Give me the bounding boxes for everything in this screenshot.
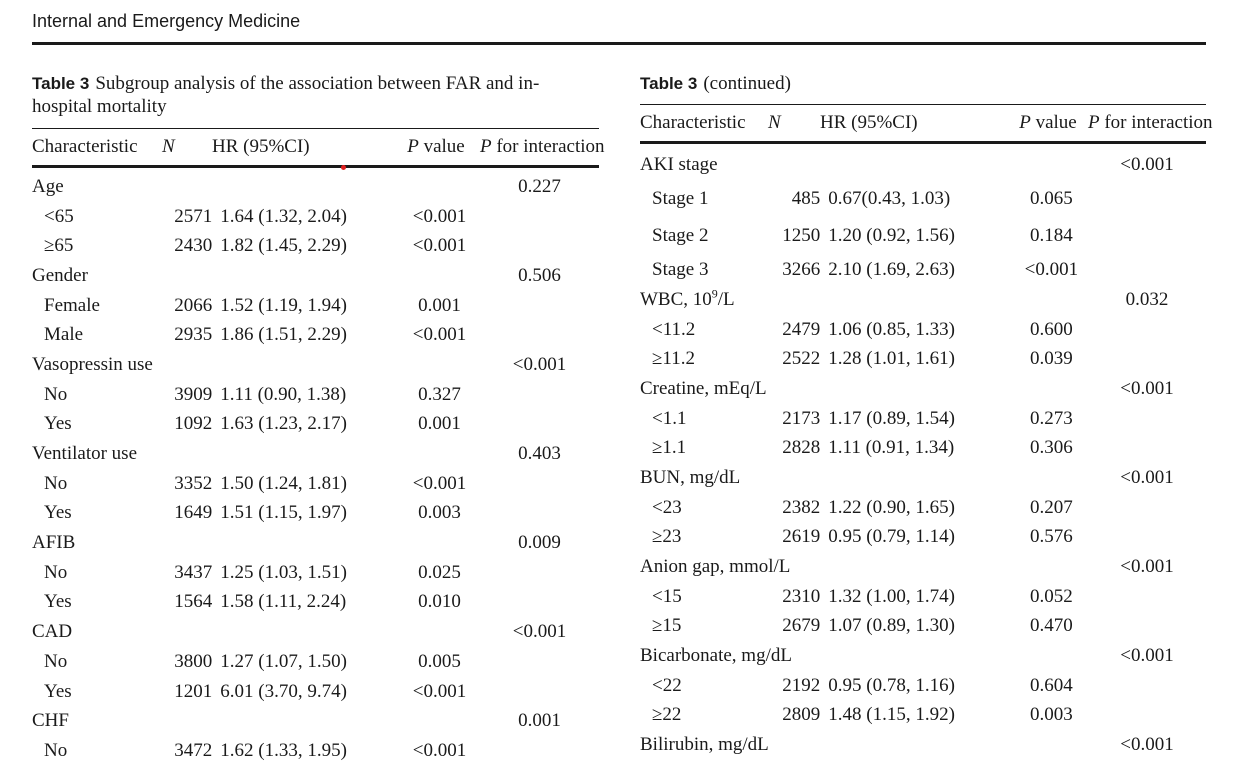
- cell-p-interaction: 0.009: [518, 532, 561, 554]
- cell-n: 2479: [782, 318, 821, 340]
- cell-characteristic: No: [44, 561, 68, 583]
- cell-characteristic: Gender: [32, 264, 88, 286]
- cell-hr: 0.67(0.43, 1.03): [828, 187, 951, 209]
- table-row: [32, 202, 599, 232]
- table-row: [32, 499, 599, 529]
- table-body: [640, 144, 1206, 760]
- cell-p-interaction: <0.001: [1120, 466, 1174, 488]
- cell-hr: 1.25 (1.03, 1.51): [220, 561, 347, 583]
- table-group-row: [640, 150, 1206, 180]
- cell-characteristic: Stage 1: [652, 187, 709, 209]
- cell-n: 2809: [782, 704, 821, 726]
- table-group-row: [32, 706, 599, 736]
- table-group-row: [32, 172, 599, 202]
- table-row: [640, 344, 1206, 374]
- header-rule: [32, 42, 1206, 45]
- cell-hr: 1.48 (1.15, 1.92): [828, 704, 955, 726]
- cell-characteristic: CHF: [32, 710, 69, 732]
- cell-hr: 1.51 (1.15, 1.97): [220, 502, 347, 524]
- cell-hr: 1.62 (1.33, 1.95): [220, 739, 347, 761]
- cell-characteristic: Creatine, mEq/L: [640, 377, 767, 399]
- cell-p-interaction: 0.506: [518, 264, 561, 286]
- cell-hr: 1.52 (1.19, 1.94): [220, 294, 347, 316]
- cell-n: 3909: [174, 383, 213, 405]
- cell-n: 2828: [782, 437, 821, 459]
- table-right: [640, 72, 1213, 760]
- cell-characteristic: ≥65: [44, 235, 74, 257]
- header-n: N: [768, 112, 781, 133]
- header-p-value: P value: [1019, 112, 1077, 133]
- cell-hr: 1.27 (1.07, 1.50): [220, 650, 347, 672]
- cell-hr: 1.06 (0.85, 1.33): [828, 318, 955, 340]
- cell-n: 1201: [174, 680, 213, 702]
- cell-p-interaction: 0.001: [518, 710, 561, 732]
- cell-p-interaction: <0.001: [512, 621, 567, 643]
- table-group-row: [640, 285, 1206, 315]
- header-hr: HR (95%CI): [820, 112, 918, 133]
- cell-hr: 0.95 (0.78, 1.16): [828, 674, 955, 696]
- cell-hr: 1.86 (1.51, 2.29): [220, 324, 347, 346]
- cell-characteristic: Bilirubin, mg/dL: [640, 734, 769, 756]
- cell-hr: 2.10 (1.69, 2.63): [828, 259, 955, 281]
- cell-p-interaction: 0.032: [1125, 288, 1169, 310]
- cell-characteristic: <11.2: [652, 318, 696, 340]
- table-row: [640, 255, 1206, 285]
- cell-p-value: <0.001: [412, 739, 467, 761]
- cell-p-value: 0.025: [418, 561, 461, 583]
- cell-p-value: <0.001: [412, 680, 467, 702]
- cell-hr: 1.07 (0.89, 1.30): [828, 615, 955, 637]
- cell-hr: 1.58 (1.11, 2.24): [220, 591, 347, 613]
- cell-characteristic: Age: [32, 175, 64, 197]
- cell-p-interaction: <0.001: [1120, 153, 1174, 175]
- cell-characteristic: Yes: [44, 591, 72, 613]
- cell-p-value: 0.470: [1030, 615, 1073, 637]
- table-row: [640, 582, 1206, 612]
- table-row: [640, 315, 1206, 345]
- cell-hr: 1.63 (1.23, 2.17): [220, 413, 347, 435]
- journal-name: Internal and Emergency Medicine: [32, 11, 301, 31]
- cell-hr: 1.64 (1.32, 2.04): [220, 205, 347, 227]
- cell-n: 2571: [174, 205, 213, 227]
- cell-characteristic: No: [44, 472, 68, 494]
- table-group-row: [32, 617, 599, 647]
- cell-characteristic: BUN, mg/dL: [640, 466, 741, 488]
- cell-n: 3266: [782, 259, 821, 281]
- cell-p-interaction: 0.227: [518, 175, 561, 197]
- caption-label: Table 3: [640, 74, 698, 93]
- cell-n: 485: [791, 187, 821, 209]
- table-row: [640, 522, 1206, 552]
- table-row: [640, 404, 1206, 434]
- cell-characteristic: Female: [44, 294, 100, 316]
- cell-n: 2173: [782, 407, 821, 429]
- cell-hr: 1.28 (1.01, 1.61): [828, 348, 955, 370]
- cell-hr: 1.82 (1.45, 2.29): [220, 235, 347, 257]
- cell-p-interaction: <0.001: [1120, 377, 1174, 399]
- cell-p-value: 0.184: [1030, 225, 1073, 247]
- cell-n: 1250: [782, 225, 821, 247]
- header-characteristic: Characteristic: [32, 136, 138, 157]
- cell-characteristic: WBC, $10^9/L$: [640, 286, 735, 310]
- cell-n: 3800: [174, 650, 213, 672]
- table-row: [32, 647, 599, 677]
- table-row: [32, 410, 599, 440]
- cell-p-value: 0.273: [1030, 407, 1073, 429]
- cell-characteristic: CAD: [32, 621, 73, 643]
- cell-hr: 6.01 (3.70, 9.74): [220, 680, 347, 702]
- table-row: [32, 380, 599, 410]
- cell-hr: 1.11 (0.90, 1.38): [220, 383, 347, 405]
- cell-n: 1564: [174, 591, 213, 613]
- cell-p-value: 0.600: [1030, 318, 1073, 340]
- caption-label: Table 3: [32, 74, 90, 93]
- table-row: [32, 291, 599, 321]
- table-row: [640, 612, 1206, 642]
- cell-p-value: 0.001: [418, 413, 461, 435]
- table-group-row: [640, 641, 1206, 671]
- cell-p-value: 0.576: [1030, 526, 1073, 548]
- cell-characteristic: <65: [44, 205, 74, 227]
- cell-characteristic: ≥22: [652, 704, 682, 726]
- header-p-value: P value: [407, 136, 465, 157]
- table-row: [640, 433, 1206, 463]
- cell-n: 2522: [782, 348, 821, 370]
- cell-characteristic: ≥23: [652, 526, 682, 548]
- table-header: [640, 105, 1213, 141]
- table-row: [640, 180, 1206, 218]
- cell-p-value: <0.001: [412, 472, 467, 494]
- table-row: [32, 320, 599, 350]
- cell-characteristic: ≥1.1: [652, 437, 687, 459]
- cell-characteristic: <22: [652, 674, 682, 696]
- header-characteristic: Characteristic: [640, 112, 746, 133]
- table-row: [32, 558, 599, 588]
- cell-characteristic: Stage 3: [652, 259, 709, 281]
- table-group-row: [640, 552, 1206, 582]
- cell-n: 2679: [782, 615, 821, 637]
- table-group-row: [640, 374, 1206, 404]
- cell-n: 1092: [174, 413, 213, 435]
- cell-n: 2066: [174, 294, 213, 316]
- cell-p-value: 0.327: [418, 383, 461, 405]
- table-caption: [32, 72, 599, 128]
- cell-p-value: <0.001: [412, 205, 467, 227]
- caption-text: (continued): [703, 73, 791, 94]
- table-row: [640, 217, 1206, 255]
- table-left: [32, 72, 605, 766]
- cell-p-value: 0.052: [1030, 585, 1073, 607]
- cell-p-interaction: <0.001: [1120, 556, 1174, 577]
- cell-characteristic: AKI stage: [640, 153, 718, 175]
- cell-n: 2935: [174, 324, 213, 346]
- table-row: [32, 677, 599, 707]
- cell-hr: 1.22 (0.90, 1.65): [828, 496, 955, 518]
- cell-n: 2619: [782, 526, 821, 548]
- cell-characteristic: No: [44, 650, 68, 672]
- table-row: [32, 588, 599, 618]
- cell-characteristic: ≥15: [652, 615, 682, 637]
- cell-hr: 1.32 (1.00, 1.74): [828, 585, 955, 607]
- cell-characteristic: Yes: [44, 502, 72, 524]
- table-row: [32, 469, 599, 499]
- red-dot-mark: [341, 165, 346, 170]
- table-group-row: [32, 261, 599, 291]
- cell-characteristic: Ventilator use: [32, 443, 138, 465]
- cell-hr: 1.17 (0.89, 1.54): [828, 407, 955, 429]
- cell-p-interaction: <0.001: [1120, 734, 1174, 756]
- cell-p-value: <0.001: [412, 324, 467, 346]
- cell-characteristic: AFIB: [32, 532, 76, 554]
- cell-hr: 1.11 (0.91, 1.34): [828, 437, 955, 459]
- table-body: [32, 168, 599, 766]
- cell-characteristic: Male: [44, 324, 84, 346]
- cell-n: 2310: [782, 585, 821, 607]
- cell-p-value: 0.010: [418, 591, 461, 613]
- cell-n: 3352: [174, 472, 213, 494]
- cell-p-interaction: 0.403: [518, 443, 561, 465]
- table-group-row: [640, 463, 1206, 493]
- cell-characteristic: <1.1: [652, 407, 687, 429]
- table-caption-continued: [640, 72, 1206, 104]
- cell-p-value: <0.001: [1024, 259, 1079, 281]
- cell-characteristic: Vasopressin use: [32, 353, 153, 375]
- cell-characteristic: Anion gap, mmol/L: [640, 556, 791, 577]
- cell-p-value: 0.306: [1030, 437, 1073, 459]
- table-group-row: [32, 528, 599, 558]
- header-hr: HR (95%CI): [212, 136, 310, 157]
- cell-characteristic: Bicarbonate, mg/dL: [640, 645, 792, 667]
- cell-characteristic: <15: [652, 585, 682, 607]
- cell-n: 2382: [782, 496, 821, 518]
- cell-n: 3437: [174, 561, 213, 583]
- cell-characteristic: <23: [652, 496, 682, 518]
- cell-characteristic: ≥11.2: [652, 348, 695, 370]
- table-row: [640, 493, 1206, 523]
- cell-hr: 1.20 (0.92, 1.56): [828, 225, 955, 247]
- cell-p-value: 0.005: [418, 650, 461, 672]
- cell-p-value: 0.003: [418, 502, 461, 524]
- table-header: [32, 129, 605, 165]
- header-n: N: [162, 136, 175, 157]
- table-group-row: [32, 350, 599, 380]
- table-row: [32, 231, 599, 261]
- table-row: [640, 701, 1206, 731]
- caption-text: Subgroup analysis of the association between FAR and in-hospital mortality: [32, 73, 540, 117]
- cell-characteristic: Yes: [44, 680, 72, 702]
- table-group-row: [640, 730, 1206, 760]
- cell-characteristic: No: [44, 739, 68, 761]
- cell-characteristic: Stage 2: [652, 225, 709, 247]
- cell-hr: 1.50 (1.24, 1.81): [220, 472, 347, 494]
- cell-p-value: 0.001: [418, 294, 461, 316]
- cell-n: 2192: [782, 674, 821, 696]
- header-p-interaction: P for interaction: [480, 136, 605, 157]
- table-row: [32, 736, 599, 766]
- table-row: [640, 671, 1206, 701]
- cell-p-value: <0.001: [412, 235, 467, 257]
- table-group-row: [32, 439, 599, 469]
- cell-n: 3472: [174, 739, 213, 761]
- cell-characteristic: Yes: [44, 413, 72, 435]
- header-p-interaction: P for interaction: [1088, 112, 1213, 133]
- cell-p-value: 0.039: [1030, 348, 1073, 370]
- cell-p-value: 0.207: [1030, 496, 1073, 518]
- cell-n: 2430: [174, 235, 213, 257]
- cell-n: 1649: [174, 502, 213, 524]
- cell-p-value: 0.003: [1030, 704, 1073, 726]
- cell-p-value: 0.604: [1030, 674, 1073, 696]
- cell-p-interaction: <0.001: [512, 353, 567, 375]
- cell-p-value: 0.065: [1030, 187, 1073, 209]
- cell-characteristic: No: [44, 383, 68, 405]
- cell-p-interaction: <0.001: [1120, 645, 1174, 667]
- cell-hr: 0.95 (0.79, 1.14): [828, 526, 955, 548]
